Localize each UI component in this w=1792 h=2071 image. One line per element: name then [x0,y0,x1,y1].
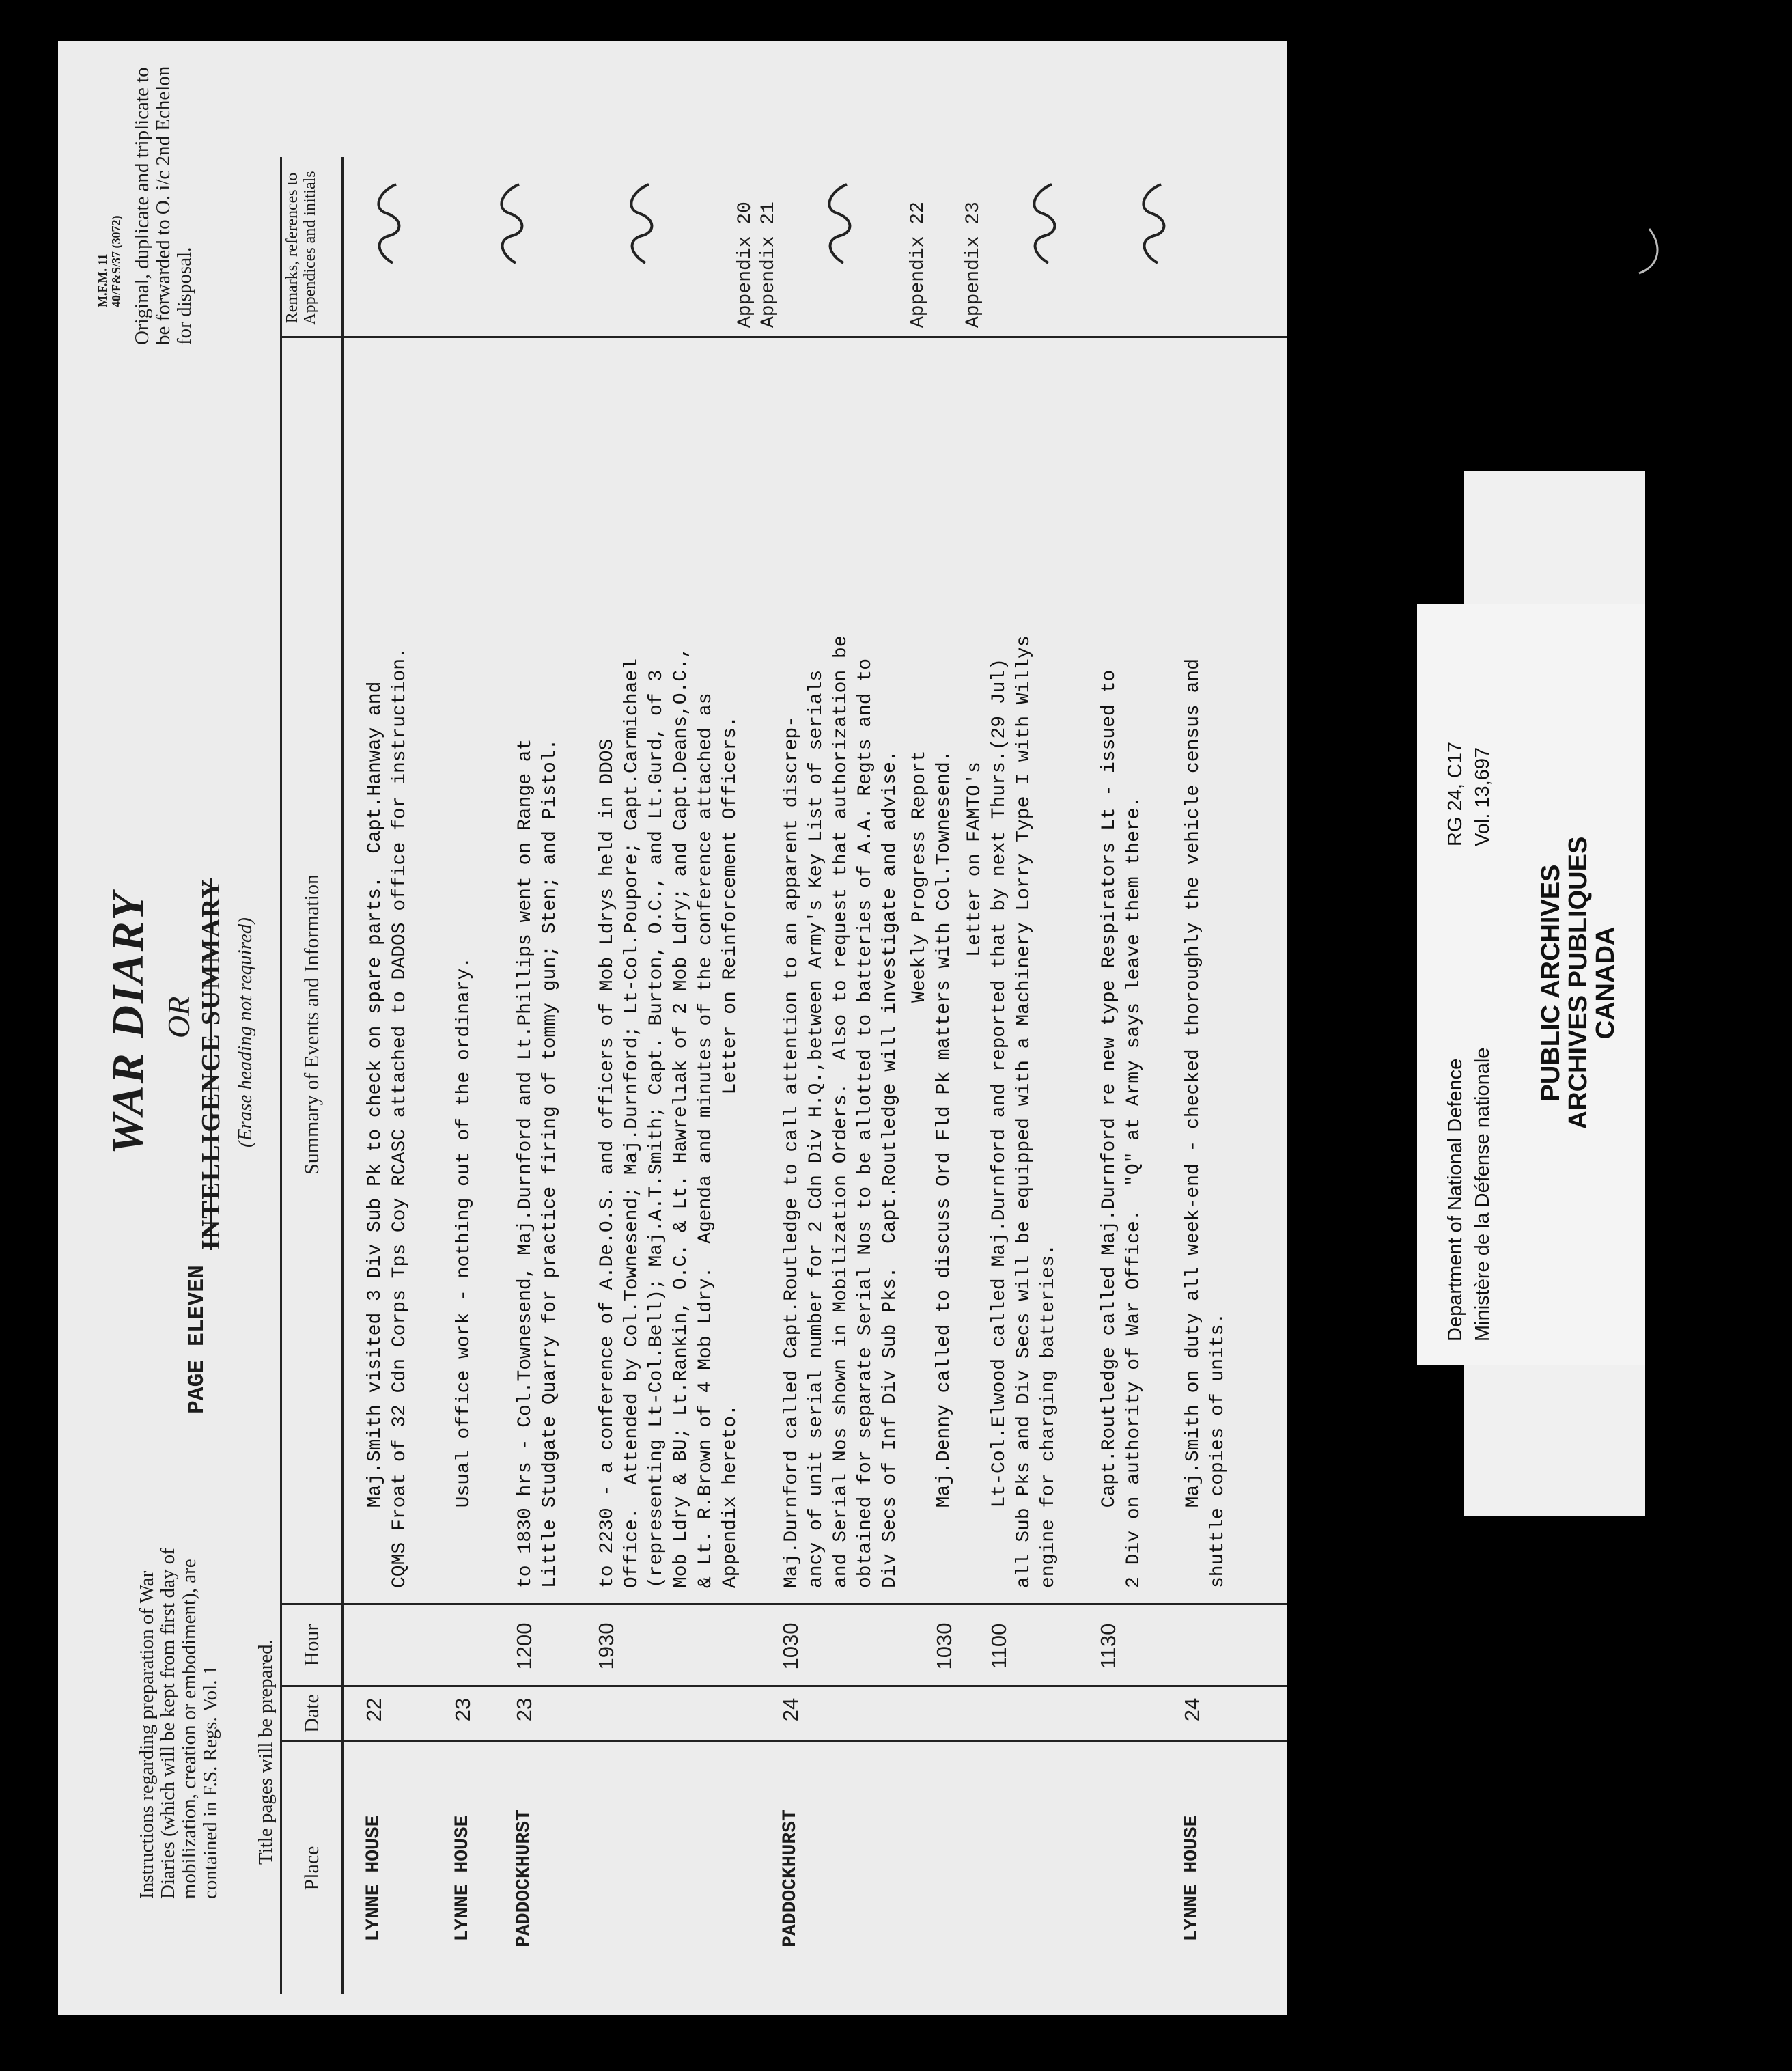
entry-place: PADDOCKHURST [514,1809,535,1947]
entry-date: 22 [362,1697,386,1722]
war-diary-form [58,41,1287,2015]
entry-date: 24 [1180,1697,1204,1722]
entry-hour: 1130 [1096,1623,1120,1669]
war-diary-page-rotated [58,41,1287,2015]
column-divider [280,1603,1287,1605]
entry-remark: Appendix 23 [963,201,984,328]
table-header-rule [341,157,344,1994]
column-header-summary: Summary of Events and Information [300,874,323,1175]
handwritten-initials [1137,178,1171,266]
erase-note: (Erase heading not required) [234,917,256,1148]
column-header-place: Place [300,1846,323,1891]
entry-summary: Letter on FAMTO's Lt-Col.Elwood called Maj.Durnford and reported that by next Thurs.(29 Jul) all Sub Pks and Div Secs will be equipped with a Machinery Lorry Type I with Willys engine for charging batteries. [964,635,1059,1588]
entry-place: LYNNE HOUSE [1181,1815,1203,1942]
entry-place: LYNNE HOUSE [363,1815,384,1942]
entry-hour: 1100 [987,1623,1011,1669]
entry-remark: Appendix 22 [908,201,929,328]
archive-label [1417,604,1645,1365]
entry-hour: 1200 [512,1622,536,1670]
handwritten-initials [625,178,659,266]
entry-date: 23 [512,1697,536,1722]
entry-summary: to 2230 - a conference of A.De.O.S. and officers of Mob Ldrys held in DDOS Office. Attended by Col.Townesend; Maj.Durnford; Lt-Col.Poupore; Capt.Carmichael (representing Lt-Col.Bell); Maj.A.T.Smith; Capt. Burton, O.C., and Lt.Gurd, of 3 Mob Ldry & BU; Lt.Rankin, O.C. & Lt. Hawrelıak of 2 Mob Ldry; and Capt.Deans,O.C., & Lt. R.Brown of 4 Mob Ldry. Agenda and minutes of the conference attached as Appendix hereto. Letter on Reinforcement Officers. [597,647,741,1588]
page-label: PAGE ELEVEN [184,1265,210,1414]
entry-place: LYNNE HOUSE [452,1815,473,1942]
entry-date: 23 [451,1697,475,1722]
entry-place: PADDOCKHURST [780,1809,801,1947]
handwritten-initials [495,178,529,266]
entry-summary: Maj.Durnford called Capt.Routledge to call attention to an apparent discrep- ancy of unit serial number for 2 Cdn Div H.Q.,between Army's Key List of serials and Serial Nos shown in Mobilization Orders. Also to request that authorization be obtained for separate Serial Nos to be allotted to batteries of A.A. Regts and to Div Secs of Inf Div Sub Pks. Capt.Routledge will investigate and advise. [781,635,901,1588]
stray-mark [1629,225,1670,280]
entry-hour: 1930 [594,1622,618,1670]
entry-hour: 1030 [779,1622,802,1670]
volume-number: Vol. 13,697 [1472,747,1494,846]
entry-summary: Maj.Smith on duty all week-end - checked thoroughly the vehicle census and shuttle copies of units. [1183,658,1229,1588]
column-header-date: Date [300,1694,323,1733]
form-code-line1: M.F.M. 11 [96,253,109,307]
column-header-hour: Hour [300,1624,323,1667]
instructions-note: Instructions regarding preparation of War Diaries (which will be kept from first day of mobilization, creation or embodiment), are contained in F.S. Regs. Vol. 1 [136,1548,221,1899]
column-divider [280,336,1287,338]
entry-date: 24 [779,1697,802,1722]
entry-summary: Maj.Smith visited 3 Div Sub Pk to check on spare parts. Capt.Hanway and CQMS Froat of 32 Cdn Corps Tps Coy RCASC attached to DADOS office for instruction. [365,647,410,1588]
public-archives-country: CANADA [1591,926,1620,1040]
title-pages-note: Title pages will be prepared. [255,1639,277,1865]
entry-remark: Appendix 20 Appendix 21 [735,201,779,328]
struck-heading: INTELLIGENCE SUMMARY [197,878,225,1250]
entry-summary: to 1830 hrs - Col.Townesend, Maj.Durnford and Lt.Phillips went on Range at Little Studgate Quarry for practice firing of tommy gun; Sten; and Pistol. [515,738,561,1588]
entry-summary: Weekly Progress Report Maj.Denny called to discuss Ord Fld Pk matters with Col.Townesend. [909,750,955,1508]
archive-label-rotated [1417,604,1645,1365]
department-english: Department of National Defence [1444,1058,1466,1342]
column-header-remarks: Remarks, references to Appendices and initials [283,171,319,325]
entry-summary: Usual office work - nothing out of the ordinary. [453,956,475,1588]
handwritten-initials [1028,178,1062,266]
form-or: OR [161,996,196,1038]
copies-note: Original, duplicate and triplicate to be forwarded to O. i/c 2nd Echelon for disposal. [131,66,195,345]
public-archives-english: PUBLIC ARCHIVES [1537,864,1565,1102]
entry-summary: Capt.Routledge called Maj.Durnford re new type Respirators Lt - issued to 2 Div on authority of War Office. "Q" at Army says leave them there. [1099,669,1145,1588]
handwritten-initials [823,178,857,266]
record-group: RG 24, C17 [1444,741,1466,846]
department-french: Ministère de la Défense nationale [1472,1047,1494,1342]
form-code [96,216,123,308]
form-code-line2: 40/F&S/37 (3072) [109,215,123,307]
entry-hour: 1030 [932,1622,956,1670]
column-divider [280,1740,1287,1742]
table-top-rule [280,157,282,1994]
handwritten-initials [372,178,406,266]
public-archives-french: ARCHIVES PUBLIQUES [1564,836,1593,1130]
form-title: WAR DIARY [103,891,153,1154]
